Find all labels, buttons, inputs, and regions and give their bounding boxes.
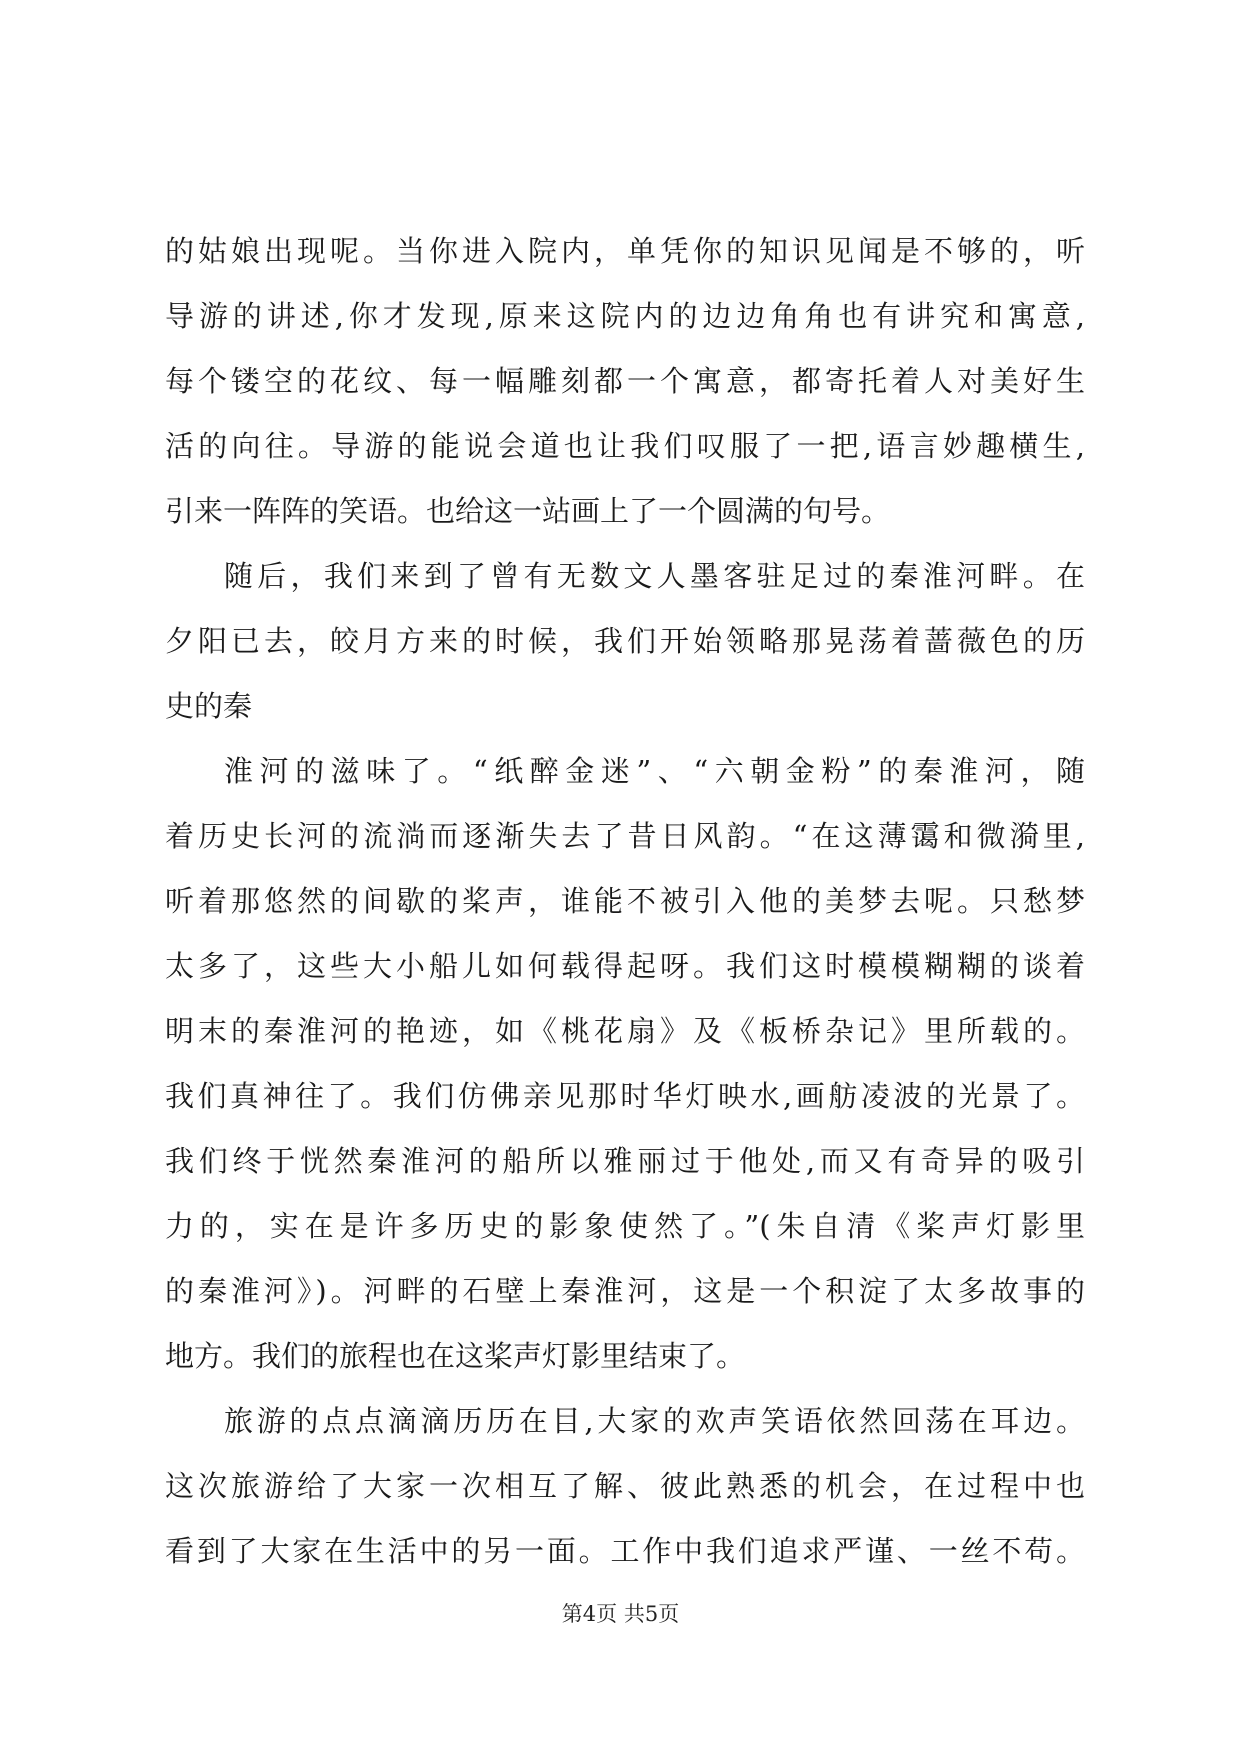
page-number-footer: 第4页 共5页 (561, 1602, 680, 1626)
text-line: 这次旅游给了大家一次相互了解、彼此熟悉的机会，在过程中也 (165, 1469, 1085, 1503)
text-line: 我们真神往了。我们仿佛亲见那时华灯映水,画舫凌波的光景了。 (165, 1079, 1085, 1113)
paragraph-first-line: 随后，我们来到了曾有无数文人墨客驻足过的秦淮河畔。在 (224, 559, 1085, 593)
text-line: 夕阳已去，皎月方来的时候，我们开始领略那晃荡着蔷薇色的历 (165, 624, 1085, 658)
text-line: 的姑娘出现呢。当你进入院内，单凭你的知识见闻是不够的，听 (165, 234, 1085, 268)
text-line: 史的秦 (165, 689, 253, 723)
text-line: 地方。我们的旅程也在这桨声灯影里结束了。 (165, 1339, 746, 1373)
paragraph-first-line: 淮河的滋味了。“纸醉金迷”、“六朝金粉”的秦淮河，随 (224, 754, 1085, 788)
paragraph-first-line: 旅游的点点滴滴历历在目,大家的欢声笑语依然回荡在耳边。 (224, 1404, 1085, 1438)
text-line: 活的向往。导游的能说会道也让我们叹服了一把,语言妙趣横生, (165, 429, 1085, 463)
text-line: 看到了大家在生活中的另一面。工作中我们追求严谨、一丝不苟。 (165, 1534, 1085, 1568)
text-line: 的秦淮河》)。河畔的石壁上秦淮河，这是一个积淀了太多故事的 (165, 1274, 1085, 1308)
text-line: 每个镂空的花纹、每一幅雕刻都一个寓意，都寄托着人对美好生 (165, 364, 1085, 398)
text-line: 太多了，这些大小船儿如何载得起呀。我们这时模模糊糊的谈着 (165, 949, 1085, 983)
text-line: 力的，实在是许多历史的影象使然了。”(朱自清《桨声灯影里 (165, 1209, 1085, 1243)
text-line: 导游的讲述,你才发现,原来这院内的边边角角也有讲究和寓意, (165, 299, 1085, 333)
text-line: 听着那悠然的间歇的桨声，谁能不被引入他的美梦去呢。只愁梦 (165, 884, 1085, 918)
text-line: 着历史长河的流淌而逐渐失去了昔日风韵。“在这薄霭和微漪里, (165, 819, 1085, 853)
text-line: 明末的秦淮河的艳迹，如《桃花扇》及《板桥杂记》里所载的。 (165, 1014, 1085, 1048)
text-line: 引来一阵阵的笑语。也给这一站画上了一个圆满的句号。 (165, 494, 891, 528)
text-line: 我们终于恍然秦淮河的船所以雅丽过于他处,而又有奇异的吸引 (165, 1144, 1085, 1178)
